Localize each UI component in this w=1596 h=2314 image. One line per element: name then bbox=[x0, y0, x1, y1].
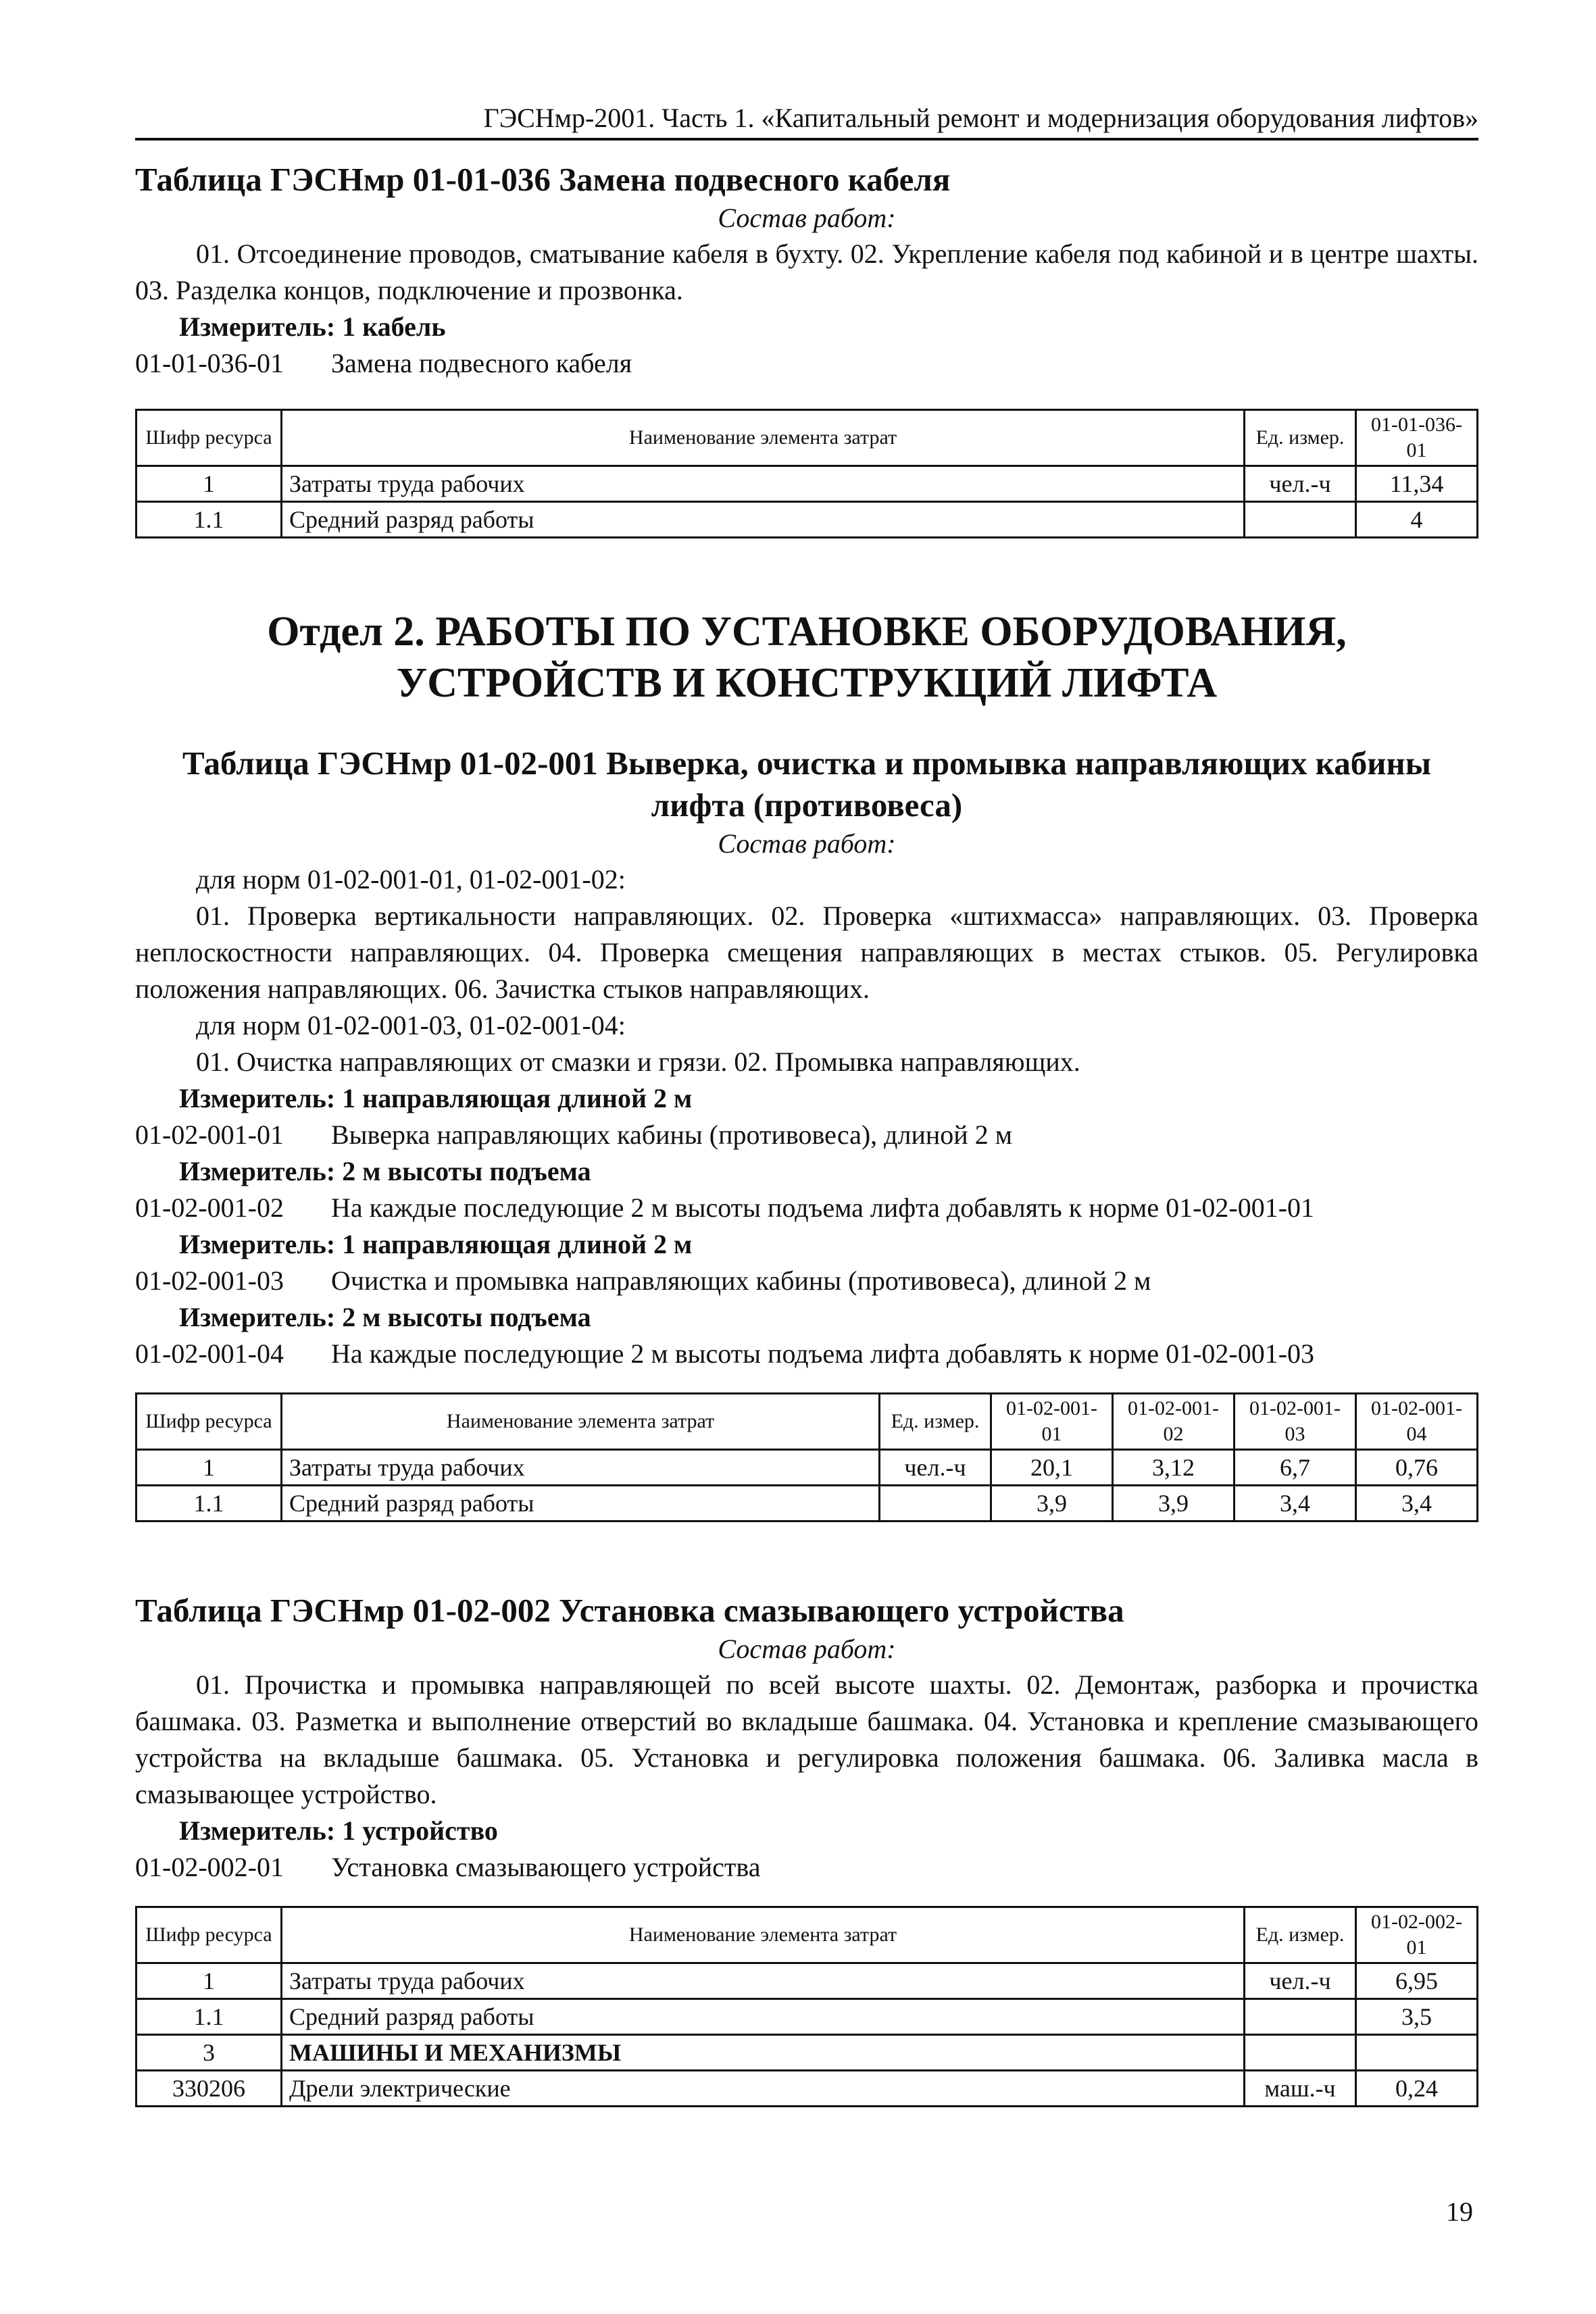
norm-name: Выверка направляющих кабины (противовеса), длиной 2 м bbox=[331, 1120, 1013, 1150]
cell-code: 1.1 bbox=[136, 1486, 282, 1521]
table-002-sostav-label: Состав работ: bbox=[718, 1634, 896, 1664]
table-002-title: Таблица ГЭСНмр 01-02-002 Установка смазывающего устройства bbox=[135, 1592, 1124, 1629]
header-col-4: 01-02-001-04 bbox=[1356, 1394, 1478, 1450]
table-001-izmeritel-4: Измеритель: 2 м высоты подъема bbox=[179, 1302, 591, 1332]
cell-value: 6,7 bbox=[1235, 1450, 1356, 1486]
norm-name: Установка смазывающего устройства bbox=[331, 1852, 761, 1882]
norm-name: На каждые последующие 2 м высоты подъема лифта добавлять к норме 01-02-001-01 bbox=[331, 1192, 1315, 1223]
table-row bbox=[136, 1999, 1478, 2035]
cell-unit bbox=[1245, 1999, 1356, 2035]
cell-unit bbox=[1245, 2035, 1356, 2071]
cell-value: 3,4 bbox=[1356, 1486, 1478, 1521]
table-036-cost-table bbox=[135, 409, 1478, 538]
table-001-cost-table bbox=[135, 1392, 1478, 1522]
cell-value: 3,4 bbox=[1235, 1486, 1356, 1521]
cell-value: 4 bbox=[1356, 502, 1478, 538]
cell-value: 6,95 bbox=[1356, 1963, 1478, 1999]
cell-name: МАШИНЫ И МЕХАНИЗМЫ bbox=[282, 2035, 1245, 2071]
cell-value: 3,12 bbox=[1113, 1450, 1235, 1486]
page-number: 19 bbox=[1446, 2196, 1473, 2227]
table-header-row bbox=[136, 410, 1478, 466]
cell-unit bbox=[1245, 502, 1356, 538]
cell-name: Средний разряд работы bbox=[282, 502, 1245, 538]
table-001-izmeritel-3: Измеритель: 1 направляющая длиной 2 м bbox=[179, 1229, 693, 1259]
table-002-norm-line bbox=[135, 1849, 1478, 1886]
cell-unit: чел.-ч bbox=[880, 1450, 991, 1486]
table-036-sostav-label: Состав работ: bbox=[718, 203, 896, 233]
cell-value: 0,76 bbox=[1356, 1450, 1478, 1486]
table-row bbox=[136, 1486, 1478, 1521]
table-036-title: Таблица ГЭСНмр 01-01-036 Замена подвесного кабеля bbox=[135, 161, 951, 198]
table-001-norm-line bbox=[135, 1336, 1478, 1372]
table-001-for-norms-1: для норм 01-02-001-01, 01-02-001-02: bbox=[196, 864, 626, 895]
cell-name: Дрели электрические bbox=[282, 2071, 1245, 2107]
table-001-izmeritel-1: Измеритель: 1 направляющая длиной 2 м bbox=[179, 1083, 693, 1113]
cell-unit bbox=[880, 1486, 991, 1521]
norm-name: Очистка и промывка направляющих кабины (противовеса), длиной 2 м bbox=[331, 1265, 1151, 1296]
header-code: Шифр ресурса bbox=[136, 1907, 282, 1963]
table-row bbox=[136, 502, 1478, 538]
table-001-sostav-label: Состав работ: bbox=[718, 828, 896, 859]
cell-value: 3,9 bbox=[1113, 1486, 1235, 1521]
cell-unit: чел.-ч bbox=[1245, 466, 1356, 502]
cell-name: Затраты труда рабочих bbox=[282, 466, 1245, 502]
table-036-izmeritel: Измеритель: 1 кабель bbox=[179, 311, 446, 342]
table-row bbox=[136, 466, 1478, 502]
cell-name: Средний разряд работы bbox=[282, 1486, 880, 1521]
header-name: Наименование элемента затрат bbox=[282, 1907, 1245, 1963]
header-unit: Ед. измер. bbox=[880, 1394, 991, 1450]
table-001-norm-line bbox=[135, 1117, 1478, 1153]
cell-name: Затраты труда рабочих bbox=[282, 1963, 1245, 1999]
cell-code: 1 bbox=[136, 1450, 282, 1486]
cell-value: 3,9 bbox=[991, 1486, 1113, 1521]
section-title: Отдел 2. РАБОТЫ ПО УСТАНОВКЕ ОБОРУДОВАНИЯ, УСТРОЙСТВ И КОНСТРУКЦИЙ ЛИФТА bbox=[267, 609, 1347, 706]
norm-code: 01-02-001-01 bbox=[135, 1120, 284, 1150]
table-001-work-description-1: 01. Проверка вертикальности направляющих. 02. Проверка «штихмасса» направляющих. 03. Проверка неплоскостности направляющих. 04. Проверка смещения направляющих в местах стыков. 05. Регулировка положения направляющих. 06. Зачистка стыков направляющих. bbox=[135, 901, 1478, 1004]
cell-code: 330206 bbox=[136, 2071, 282, 2107]
cell-value: 20,1 bbox=[991, 1450, 1113, 1486]
cell-value: 0,24 bbox=[1356, 2071, 1478, 2107]
cell-value: 3,5 bbox=[1356, 1999, 1478, 2035]
table-002-cost-table bbox=[135, 1906, 1478, 2107]
table-002-work-description: 01. Прочистка и промывка направляющей по всей высоте шахты. 02. Демонтаж, разборка и прочистка башмака. 03. Разметка и выполнение отверстий во вкладыше башмака. 04. Установка и крепление смазывающего устройства на вкладыше башмака. 05. Установка и регулировка положения башмака. 06. Заливка масла в смазывающее устройство. bbox=[135, 1669, 1478, 1809]
header-col-1: 01-02-001-01 bbox=[991, 1394, 1113, 1450]
norm-code: 01-02-001-02 bbox=[135, 1192, 284, 1223]
norm-code: 01-02-001-03 bbox=[135, 1265, 284, 1296]
table-036-work-description: 01. Отсоединение проводов, сматывание кабеля в бухту. 02. Укрепление кабеля под кабиной и в центре шахты. 03. Разделка концов, подключение и прозвонка. bbox=[135, 238, 1478, 305]
cell-value: 11,34 bbox=[1356, 466, 1478, 502]
header-col-1: 01-02-002-01 bbox=[1356, 1907, 1478, 1963]
table-036-norm-line bbox=[135, 345, 1478, 382]
table-row bbox=[136, 1963, 1478, 1999]
norm-name: На каждые последующие 2 м высоты подъема лифта добавлять к норме 01-02-001-03 bbox=[331, 1338, 1315, 1369]
header-code: Шифр ресурса bbox=[136, 410, 282, 466]
norm-code: 01-02-002-01 bbox=[135, 1852, 284, 1882]
table-001-work-description-2: 01. Очистка направляющих от смазки и грязи. 02. Промывка направляющих. bbox=[196, 1047, 1080, 1077]
table-row bbox=[136, 2071, 1478, 2107]
header-code: Шифр ресурса bbox=[136, 1394, 282, 1450]
table-header-row bbox=[136, 1394, 1478, 1450]
header-col-2: 01-02-001-02 bbox=[1113, 1394, 1235, 1450]
table-001-izmeritel-2: Измеритель: 2 м высоты подъема bbox=[179, 1156, 591, 1186]
page-content bbox=[135, 159, 1478, 2107]
norm-name: Замена подвесного кабеля bbox=[331, 348, 632, 378]
cell-unit: чел.-ч bbox=[1245, 1963, 1356, 1999]
cell-unit: маш.-ч bbox=[1245, 2071, 1356, 2107]
running-header: ГЭСНмр-2001. Часть 1. «Капитальный ремонт и модернизация оборудования лифтов» bbox=[135, 101, 1478, 141]
table-row bbox=[136, 1450, 1478, 1486]
header-col-1: 01-01-036-01 bbox=[1356, 410, 1478, 466]
table-002-izmeritel: Измеритель: 1 устройство bbox=[179, 1815, 498, 1846]
cell-code: 1.1 bbox=[136, 502, 282, 538]
table-001-title: Таблица ГЭСНмр 01-02-001 Выверка, очистка и промывка направляющих кабины лифта (противовеса) bbox=[182, 745, 1431, 824]
cell-code: 1.1 bbox=[136, 1999, 282, 2035]
header-name: Наименование элемента затрат bbox=[282, 1394, 880, 1450]
table-001-for-norms-2: для норм 01-02-001-03, 01-02-001-04: bbox=[196, 1010, 626, 1040]
table-001-norm-line bbox=[135, 1190, 1478, 1226]
cell-name: Средний разряд работы bbox=[282, 1999, 1245, 2035]
table-header-row bbox=[136, 1907, 1478, 1963]
cell-code: 3 bbox=[136, 2035, 282, 2071]
cell-name: Затраты труда рабочих bbox=[282, 1450, 880, 1486]
header-unit: Ед. измер. bbox=[1245, 410, 1356, 466]
norm-code: 01-02-001-04 bbox=[135, 1338, 284, 1369]
norm-code: 01-01-036-01 bbox=[135, 348, 284, 378]
cell-code: 1 bbox=[136, 466, 282, 502]
header-col-3: 01-02-001-03 bbox=[1235, 1394, 1356, 1450]
header-unit: Ед. измер. bbox=[1245, 1907, 1356, 1963]
header-name: Наименование элемента затрат bbox=[282, 410, 1245, 466]
table-row bbox=[136, 2035, 1478, 2071]
cell-value bbox=[1356, 2035, 1478, 2071]
cell-code: 1 bbox=[136, 1963, 282, 1999]
table-001-norm-line bbox=[135, 1263, 1478, 1299]
